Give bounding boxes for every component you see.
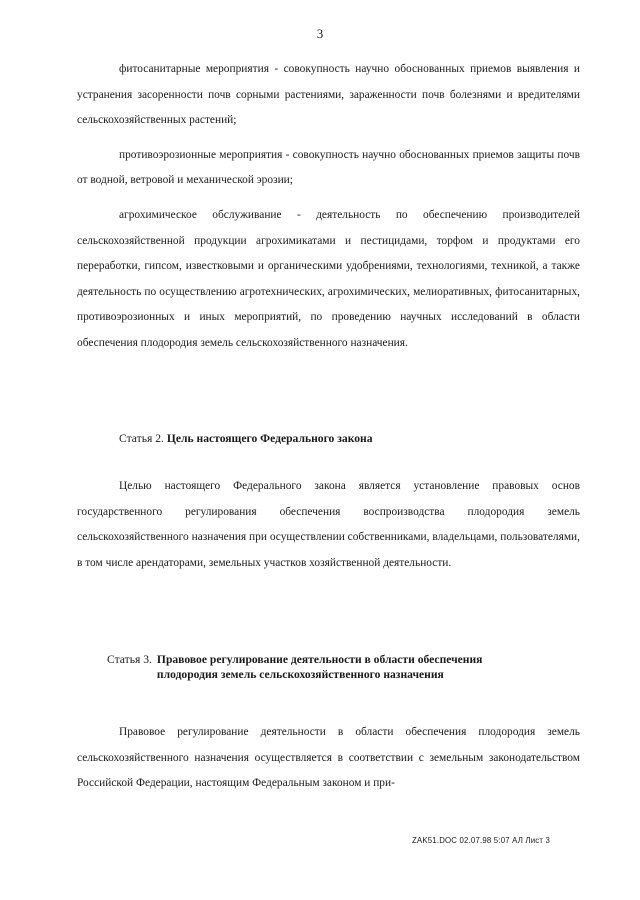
article-3-heading (107, 652, 517, 682)
document-footer: ZAK51.DOC 02.07.98 5:07 АЛ Лист 3 (412, 836, 551, 845)
definition-phytosanitary: фитосанитарные мероприятия - совокупность научно обоснованных приемов выявления и устранения засоренности почв сорными растениями, зараженности почв болезнями и вредителями сельскохозяйственных растений; (77, 63, 580, 127)
article-2-title: Цель настоящего Федерального закона (166, 432, 373, 445)
article-3-body (77, 720, 580, 797)
article-2-number: Статья 2. (119, 432, 164, 445)
definition-anti-erosion: противоэрозионные мероприятия - совокупность научно обоснованных приемов защиты почв от водной, ветровой и механической эрозии; (77, 148, 580, 187)
page-number: 3 (316, 26, 324, 41)
article-2-text: Целью настоящего Федерального закона является установление правовых основ государственного регулирования обеспечения воспроизводства плодородия земель сельскохозяйственного назначения при осуществлении собственниками, владельцами, пользователями, в том числе арендаторами, земельных участков хозяйственной деятельности. (77, 480, 580, 569)
article-2-heading (119, 431, 373, 446)
article-2-body (77, 474, 580, 576)
definition-agrochemical-service: агрохимическое обслуживание - деятельность по обеспечению производителей сельскохозяйственной продукции агрохимикатами и пестицидами, торфом и продуктами его переработки, гипсом, известковыми и органическими удобрениями, технологиями, техникой, а также деятельность по осуществлению агротехнических, агрохимических, мелиоративных, фитосанитарных, противоэрозионных и иных мероприятий, по проведению научных исследований в области обеспечения плодородия земель сельскохозяйственного назначения. (77, 208, 580, 349)
article-3-text: Правовое регулирование деятельности в области обеспечения плодородия земель сельскохозяйственного назначения осуществляется в соответствии с земельным законодательством Российской Федерации, настоящим Федеральным законом и при- (77, 726, 580, 790)
article-3-title: Правовое регулирование деятельности в области обеспечения плодородия земель сельскохозяйственного назначения (156, 653, 483, 681)
article-3-number: Статья 3. (107, 653, 152, 666)
definitions-block (77, 57, 580, 357)
